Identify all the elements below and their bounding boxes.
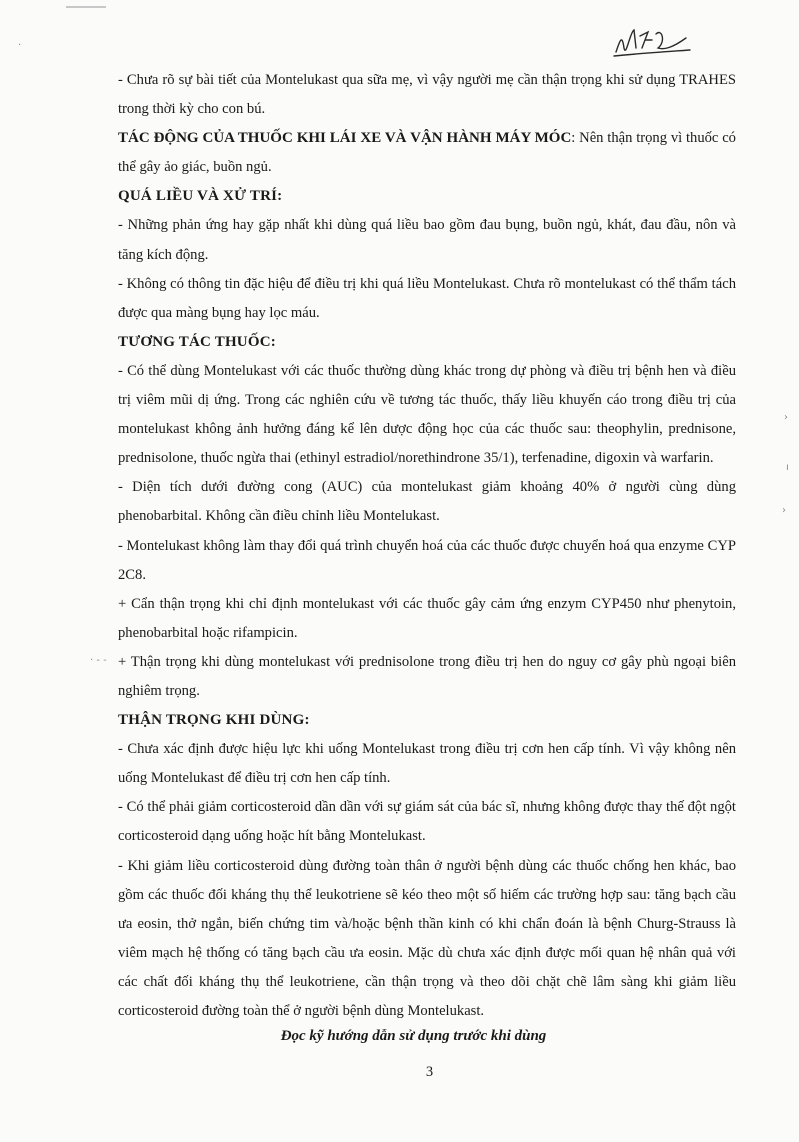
paragraph: - Khi giảm liều corticosteroid dùng đường toàn thân ở người bệnh dùng các thuốc chống hen khác, bao gồm các thuốc đối kháng thụ thể leukotriene sẽ kéo theo một số hiếm các trường hợp sau: tăng bạch cầu ưa eosin, thở ngắn, biến chứng tim và/hoặc bệnh thần kinh có khi chẩn đoán là bệnh Churg-Strauss là viêm mạch hệ thống có tăng bạch cầu ưa eosin. Mặc dù chưa xác định được mối quan hệ nhân quả với các chất đối kháng thụ thể leukotriene, cần thận trọng và theo dõi chặt chẽ lâm sàng khi giảm liều corticosteroid đường toàn thể ở người bệnh dùng Montelukast. [118,857,736,1019]
paragraph: - Những phản ứng hay gặp nhất khi dùng quá liều bao gồm đau bụng, buồn ngủ, khát, đau đầu, nôn và tăng kích động. [118,217,736,263]
section-heading: QUÁ LIỀU VÀ XỬ TRÍ: [118,188,283,205]
page-number: 3 [425,1064,434,1080]
paragraph-text: : Nên thận trọng vì thuốc có thể gây ảo giác, buồn ngủ. [118,130,736,176]
scan-artifact [66,6,106,8]
handwritten-signature [612,18,692,62]
paragraph: - Không có thông tin đặc hiệu để điều trị khi quá liều Montelukast. Chưa rõ montelukast có thể thẩm tách được qua màng bụng hay lọc máu. [118,275,736,321]
paragraph: - Có thể dùng Montelukast với các thuốc thường dùng khác trong dự phòng và điều trị bệnh hen và điều trị viêm mũi dị ứng. Trong các nghiên cứu về tương tác thuốc, thấy liều khuyến cáo trong điều trị của montelukast không ảnh hưởng đáng kể lên dược động học của các thuốc sau: theophylin, prednisone, prednisolone, thuốc ngừa thai (ethinyl estradiol/norethindrone 35/1), terfenadine, digoxin và warfarin. [118,362,736,467]
inline-heading: TÁC ĐỘNG CỦA THUỐC KHI LÁI XE VÀ VẬN HÀNH MÁY MÓC [118,130,572,147]
scan-artifact: › [784,412,788,423]
document-body [118,66,736,1026]
paragraph: + Cẩn thận trọng khi chỉ định montelukast với các thuốc gây cảm ứng enzym CYP450 như phenytoin, phenobarbital hoặc rifampicin. [118,595,736,641]
paragraph: - Diện tích dưới đường cong (AUC) của montelukast giảm khoảng 40% ở người cùng dùng phenobarbital. Không cần điều chỉnh liều Montelukast. [118,479,736,525]
paragraph: - Chưa rõ sự bài tiết của Montelukast qua sữa mẹ, vì vậy người mẹ cần thận trọng khi sử dụng TRAHES trong thời kỳ cho con bú. [118,72,736,118]
scan-artifact: · - - [90,655,107,666]
scan-artifact: · [18,40,22,51]
section-heading: THẬN TRỌNG KHI DÙNG: [118,712,310,729]
scan-artifact: › [782,505,786,516]
scan-artifact: ı [786,462,789,473]
section-heading: TƯƠNG TÁC THUỐC: [118,333,276,350]
paragraph-with-heading [118,124,736,182]
paragraph: - Chưa xác định được hiệu lực khi uống Montelukast trong điều trị cơn hen cấp tính. Vì vậy không nên uống Montelukast để điều trị cơn hen cấp tính. [118,741,736,787]
paragraph: - Montelukast không làm thay đổi quá trình chuyển hoá của các thuốc được chuyển hoá qua enzyme CYP 2C8. [118,537,736,583]
paragraph: - Có thể phải giảm corticosteroid dần dần với sự giám sát của bác sĩ, nhưng không được thay thế đột ngột corticosteroid dạng uống hoặc hít bằng Montelukast. [118,799,736,845]
footer-note: Đọc kỹ hướng dẫn sử dụng trước khi dùng [280,1028,547,1044]
paragraph: + Thận trọng khi dùng montelukast với prednisolone trong điều trị hen do nguy cơ gây phù ngoại biên nghiêm trọng. [118,653,736,699]
